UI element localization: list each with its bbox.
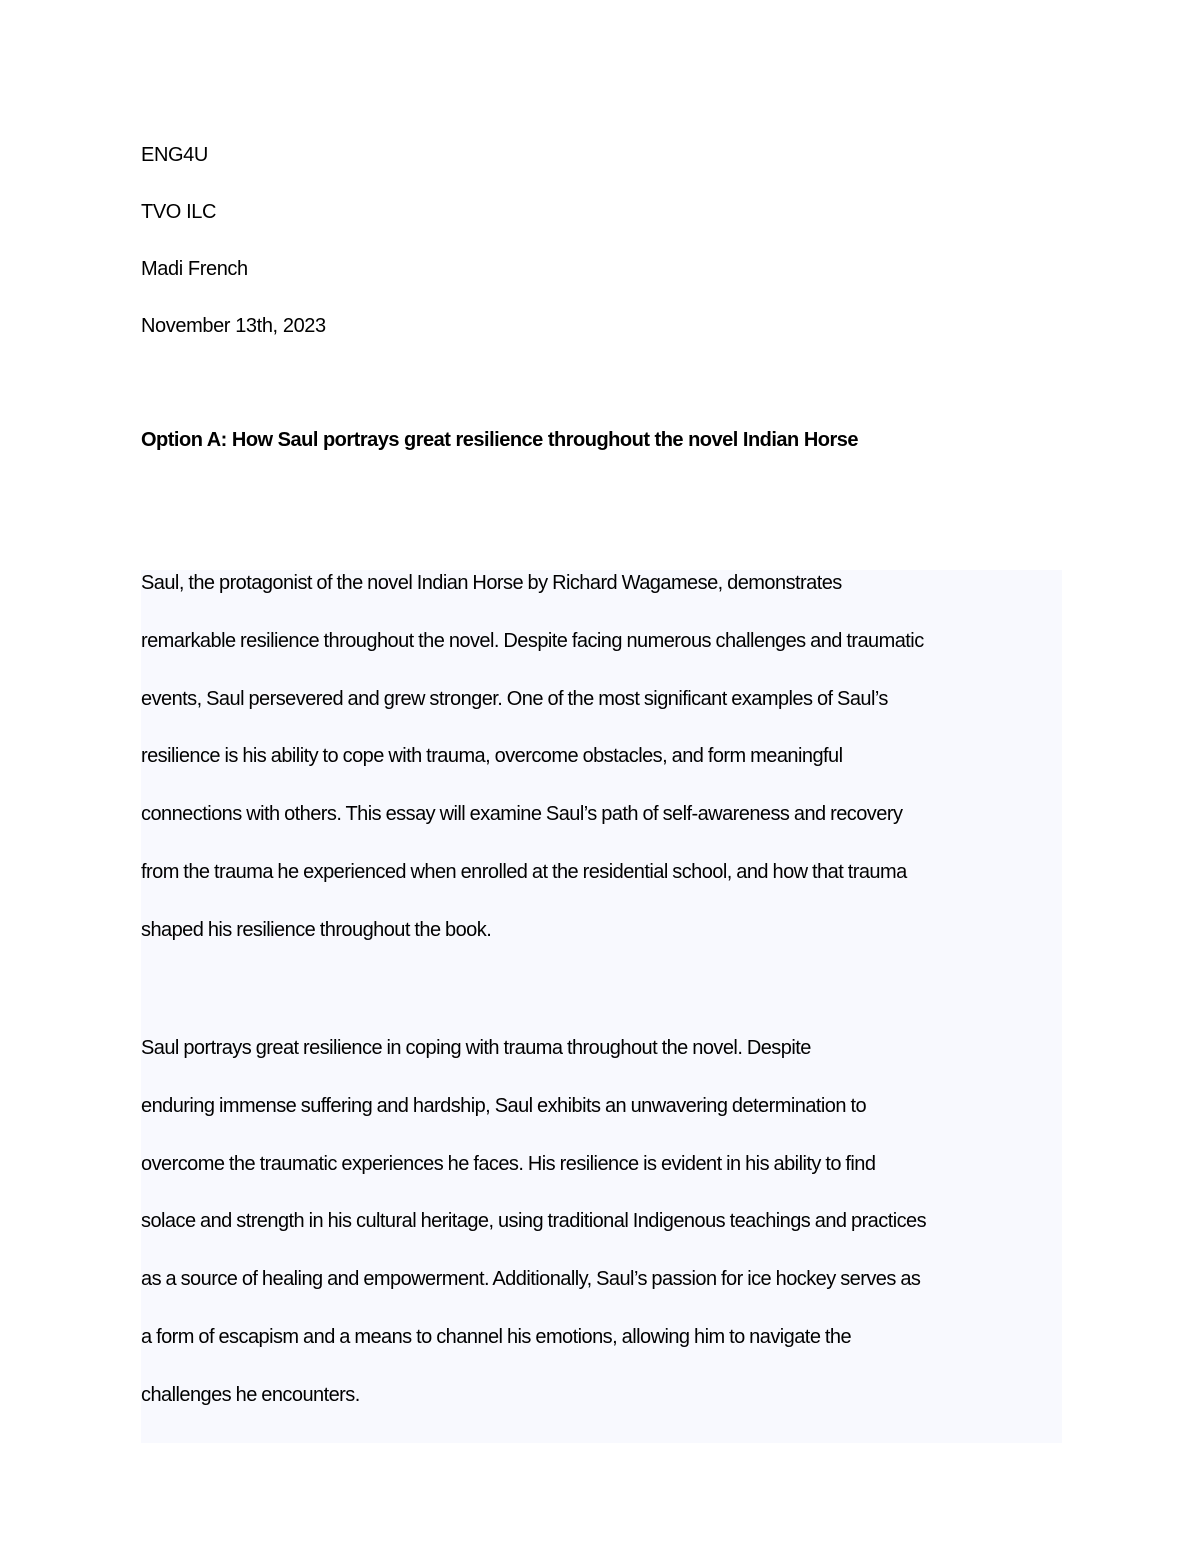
paragraph-line: a form of escapism and a means to channel his emotions, allowing him to navigate the: [141, 1325, 852, 1348]
paragraph-line: remarkable resilience throughout the novel. Despite facing numerous challenges and traumatic: [141, 629, 924, 652]
paragraph-line: Saul, the protagonist of the novel Indian Horse by Richard Wagamese, demonstrates: [141, 572, 842, 594]
essay-title: Option A: How Saul portrays great resilience throughout the novel Indian Horse: [141, 429, 859, 451]
paragraph-line: shaped his resilience throughout the book.: [141, 918, 492, 941]
paragraph-line: enduring immense suffering and hardship, Saul exhibits an unwavering determination to: [141, 1094, 867, 1117]
paragraph-line: as a source of healing and empowerment. Additionally, Saul’s passion for ice hockey serves as: [141, 1268, 921, 1291]
paragraph-line: Saul portrays great resilience in coping with trauma throughout the novel. Despite: [141, 1037, 811, 1059]
course-code: ENG4U: [141, 144, 208, 166]
paragraph-line: overcome the traumatic experiences he faces. His resilience is evident in his ability to find: [141, 1152, 876, 1175]
school-name: TVO ILC: [141, 201, 216, 223]
paragraph-line: challenges he encounters.: [141, 1383, 360, 1406]
paragraph-line: solace and strength in his cultural heritage, using traditional Indigenous teachings and practices: [141, 1210, 927, 1233]
paragraph-line: from the trauma he experienced when enrolled at the residential school, and how that trauma: [141, 860, 907, 883]
paragraph-line: resilience is his ability to cope with trauma, overcome obstacles, and form meaningful: [141, 745, 843, 768]
essay-date: November 13th, 2023: [141, 315, 326, 337]
author-name: Madi French: [141, 258, 248, 280]
paragraph-line: connections with others. This essay will examine Saul’s path of self-awareness and recovery: [141, 803, 903, 826]
paragraph-introduction: [141, 555, 1071, 960]
paragraph-line: events, Saul persevered and grew stronger. One of the most significant examples of Saul’s: [141, 687, 888, 710]
paragraph-body-one: [141, 1020, 1071, 1425]
